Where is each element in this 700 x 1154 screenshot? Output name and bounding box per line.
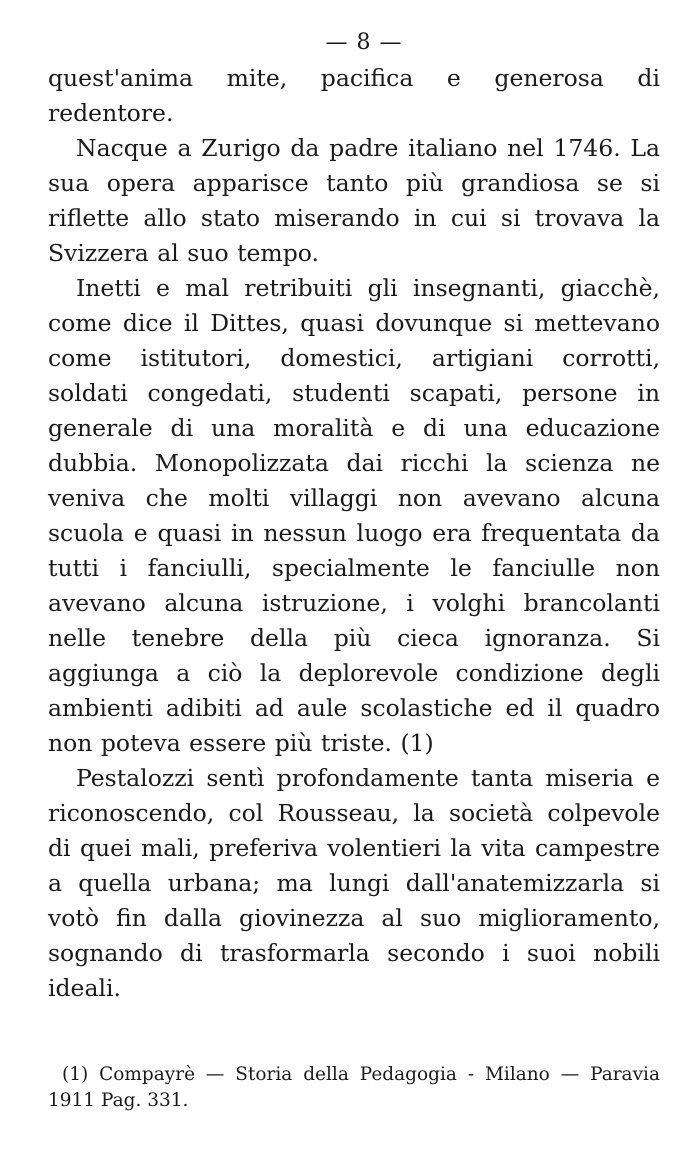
- paragraph-birth: Nacque a Zurigo da padre italiano nel 1746. La sua opera apparisce tanto più grandiosa se si riflette allo stato miserando in cui si trovava la Svizzera al suo tempo.: [48, 134, 660, 267]
- paragraph-continuation: quest'anima mite, pacifica e generosa di redentore.: [48, 64, 660, 127]
- footnote: (1) Compayrè — Storia della Pedagogia - Milano — Paravia 1911 Pag. 331.: [48, 1064, 660, 1111]
- paragraph-teachers: Inetti e mal retribuiti gli insegnanti, giacchè, come dice il Dittes, quasi dovunque si mettevano come istitutori, domestici, artigiani corrotti, soldati congedati, studenti scapati, persone in generale di una moralità e di una educazione dubbia. Monopolizzata dai ricchi la scienza ne veniva che molti villaggi non avevano alcuna scuola e quasi in nessun luogo era frequentata da tutti i fanciulli, specialmente le fanciulle non avevano alcuna istruzione, i volghi brancolanti nelle tenebre della più cieca ignoranza. Si aggiunga a ciò la deplorevole condizione degli ambienti adibiti ad aule scolastiche ed il quadro non poteva essere più triste. (1): [48, 274, 660, 757]
- paragraph-pestalozzi: Pestalozzi sentì profondamente tanta miseria e riconoscendo, col Rousseau, la società colpevole di quei mali, preferiva volentieri la vita campestre a quella urbana; ma lungi dall'anatemizzarla si votò fin dalla giovinezza al suo miglioramento, sognando di trasformarla secondo i suoi nobili ideali.: [48, 764, 660, 1002]
- page-number: — 8 —: [325, 30, 403, 55]
- document-page: [48, 30, 660, 1114]
